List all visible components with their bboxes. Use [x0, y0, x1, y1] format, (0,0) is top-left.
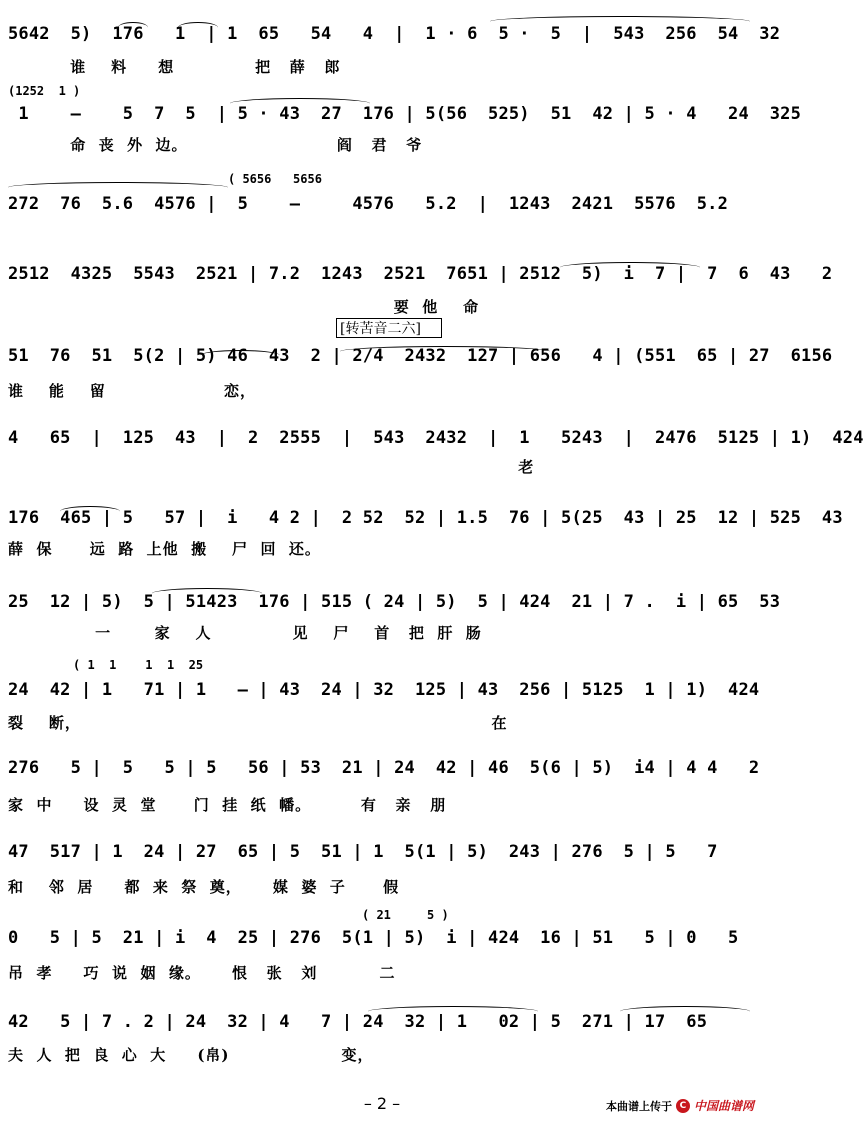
ornament-line: ( 1 1 1 1 25: [8, 658, 204, 672]
slur-mark: [490, 16, 750, 27]
slur-mark: [340, 346, 550, 357]
slur-mark: [178, 22, 218, 33]
ornament-line: (1252 1 ): [8, 84, 81, 98]
notation-line: 176 465 | 5 57 | i 4 2 | 2 52 52 | 1.5 76 | 5(25 43 | 25 12 | 525 43: [8, 508, 843, 528]
lyrics-line: 谁 料 想 把 薛 郎: [8, 58, 341, 76]
slur-mark: [60, 506, 120, 517]
notation-line: 1 — 5 7 5 | 5 · 43 27 176 | 5(56 525) 51 42 | 5 · 4 24 325: [8, 104, 802, 124]
slur-mark: [200, 350, 280, 361]
slur-mark: [560, 262, 700, 273]
notation-line: 42 5 | 7 . 2 | 24 32 | 4 7 | 24 32 | 1 02 | 5 271 | 17 65: [8, 1012, 708, 1032]
lyrics-line: 要 他 命: [8, 298, 480, 316]
ornament-line: ( 21 5 ): [8, 908, 449, 922]
upload-credit: [606, 1097, 754, 1114]
site-name[interactable]: 中国曲谱网: [693, 1099, 754, 1113]
notation-line: 5642 5) 176 1 | 1 65 54 4 | 1 · 6 5 · 5 | 543 256 54 32: [8, 24, 781, 44]
slur-mark: [620, 1006, 750, 1017]
section-marker: [转苦音二六]: [340, 321, 421, 337]
lyrics-line: 薛 保 远 路 上他 搬 尸 回 还。: [8, 540, 321, 558]
slur-mark: [118, 22, 148, 33]
lyrics-line: 裂 断， 在: [8, 714, 508, 732]
lyrics-line: 夫 人 把 良 心 大 (帛) 变，: [8, 1046, 374, 1064]
slur-mark: [368, 1006, 538, 1017]
credit-text: 本曲谱上传于: [605, 1099, 672, 1113]
lyrics-line: 命 丧 外 边。 阎 君 爷: [8, 136, 423, 154]
lyrics-line: 家 中 设 灵 堂 门 挂 纸 幡。 有 亲 朋: [8, 796, 447, 814]
notation-line: 2512 4325 5543 2521 | 7.2 1243 2521 7651 | 2512 5) i 7 | 7 6 43 2: [8, 264, 833, 284]
section-marker-frame: [336, 318, 442, 338]
notation-line: 24 42 | 1 71 | 1 — | 43 24 | 32 125 | 43 256 | 5125 1 | 1) 424: [8, 680, 760, 700]
lyrics-line: 谁 能 留 恋，: [8, 382, 256, 400]
notation-line: 25 12 | 5) 5 | 51423 176 | 515 ( 24 | 5) 5 | 424 21 | 7 . i | 65 53: [8, 592, 781, 612]
notation-line: 47 517 | 1 24 | 27 65 | 5 51 | 1 5(1 | 5) 243 | 276 5 | 5 7: [8, 842, 718, 862]
page-number: – 2 –: [363, 1094, 401, 1113]
notation-line: 276 5 | 5 5 | 5 56 | 53 21 | 24 42 | 46 5(6 | 5) i4 | 4 4 2: [8, 758, 760, 778]
lyrics-line: 老: [8, 458, 535, 476]
slur-mark: [8, 182, 228, 193]
notation-line: 51 76 51 5(2 | 5) 46 43 2 | 2/4 2432 127 | 656 4 | (551 65 | 27 6156: [8, 346, 833, 366]
lyrics-line: 一 家 人 见 尸 首 把 肝 肠: [8, 624, 482, 642]
notation-line: 4 65 | 125 43 | 2 2555 | 543 2432 | 1 5243 | 2476 5125 | 1) 424: [8, 428, 864, 448]
lyrics-line: 吊 孝 巧 说 姻 缘。 恨 张 刘 二: [8, 964, 396, 982]
site-logo-icon: C: [676, 1099, 690, 1113]
slur-mark: [152, 588, 262, 599]
notation-line: 272 76 5.6 4576 | 5 — 4576 5.2 | 1243 2421 5576 5.2: [8, 194, 729, 214]
lyrics-line: 和 邻 居 都 来 祭 奠， 媒 婆 子 假: [8, 878, 400, 896]
ornament-line: ( 5656 5656: [228, 172, 322, 186]
notation-line: 0 5 | 5 21 | i 4 25 | 276 5(1 | 5) i | 424 16 | 51 5 | 0 5: [8, 928, 739, 948]
slur-mark: [230, 98, 370, 109]
